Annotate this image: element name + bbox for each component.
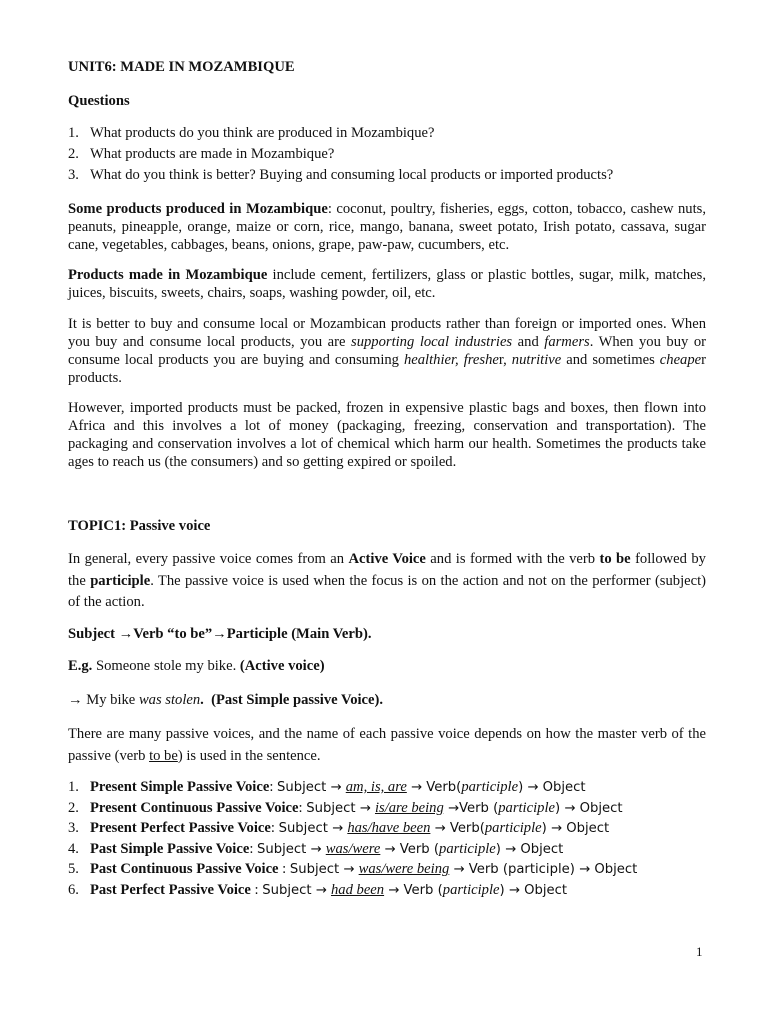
list-item: 2. What products are made in Mozambique?: [68, 146, 335, 162]
passive-voices-list: [68, 778, 706, 902]
passive-example: → My bike was stolen. (Past Simple passive Voice).: [68, 692, 384, 708]
list-item: 3. Present Perfect Passive Voice: Subject → has/have been → Verb(participle) → Object: [68, 820, 610, 837]
list-item: 2. Present Continuous Passive Voice: Subject → is/are being →Verb (participle) → Object: [68, 799, 623, 816]
however-paragraph: However, imported products must be packed, frozen in expensive plastic bags and boxes, then flown into Africa and this involves a lot of money (packaging, freezing, conservation and transportation). The packaging and conservation involves a lot of chemical which harm our health. Sometimes the products take ages to reach us (the consumers) and so getting expired or spoiled.: [68, 400, 706, 470]
unit-title: UNIT6: MADE IN MOZAMBIQUE: [68, 59, 295, 75]
many-paragraph: There are many passive voices, and the name of each passive voice depends on how the master verb of the passive (verb to be) is used in the sentence.: [68, 726, 706, 764]
made-paragraph: Products made in Mozambique include cement, fertilizers, glass or plastic bottles, sugar, milk, matches, juices, biscuits, sweets, chairs, soaps, washing powder, oil, etc.: [68, 267, 706, 301]
page-number: 1: [696, 944, 703, 959]
topic-title: TOPIC1: Passive voice: [68, 518, 211, 534]
list-item: 6. Past Perfect Passive Voice : Subject → had been → Verb (participle) → Object: [68, 881, 568, 898]
active-example: E.g. Someone stole my bike. (Active voice): [68, 658, 325, 674]
list-item: 3. What do you think is better? Buying and consuming local products or imported products?: [68, 167, 614, 183]
produced-paragraph: Some products produced in Mozambique: coconut, poultry, fisheries, eggs, cotton, tobacco, cashew nuts, peanuts, pineapple, orange, maize or corn, rice, mango, banana, sweet potato, Irish potato, cassava, sugar cane, vegetables, cabbages, beans, onions, grape, paw-paw, cucumbers, etc.: [68, 201, 706, 253]
list-item: 1. What products do you think are produced in Mozambique?: [68, 125, 435, 141]
questions-heading: Questions: [68, 93, 130, 109]
list-item: 1. Present Simple Passive Voice: Subject → am, is, are → Verb(participle) → Object: [68, 779, 586, 795]
list-item: 4. Past Simple Passive Voice: Subject → was/were → Verb (participle) → Object: [68, 840, 564, 857]
list-item: 5. Past Continuous Passive Voice : Subject → was/were being → Verb (participle) → Object: [68, 861, 638, 878]
passive-formula: Subject →Verb “to be”→Participle (Main Verb).: [68, 626, 372, 642]
questions-list: [68, 124, 706, 187]
general-paragraph: In general, every passive voice comes from an Active Voice and is formed with the verb to be followed by the participle. The passive voice is used when the focus is on the action and not on the performer (subject) of the action.: [68, 551, 706, 610]
better-paragraph: It is better to buy and consume local or Mozambican products rather than foreign or imported ones. When you buy and consume local products, you are supporting local industries and farmers. When you buy or consume local products you are buying and consuming healthier, fresher, nutritive and sometimes cheaper products.: [68, 316, 707, 386]
